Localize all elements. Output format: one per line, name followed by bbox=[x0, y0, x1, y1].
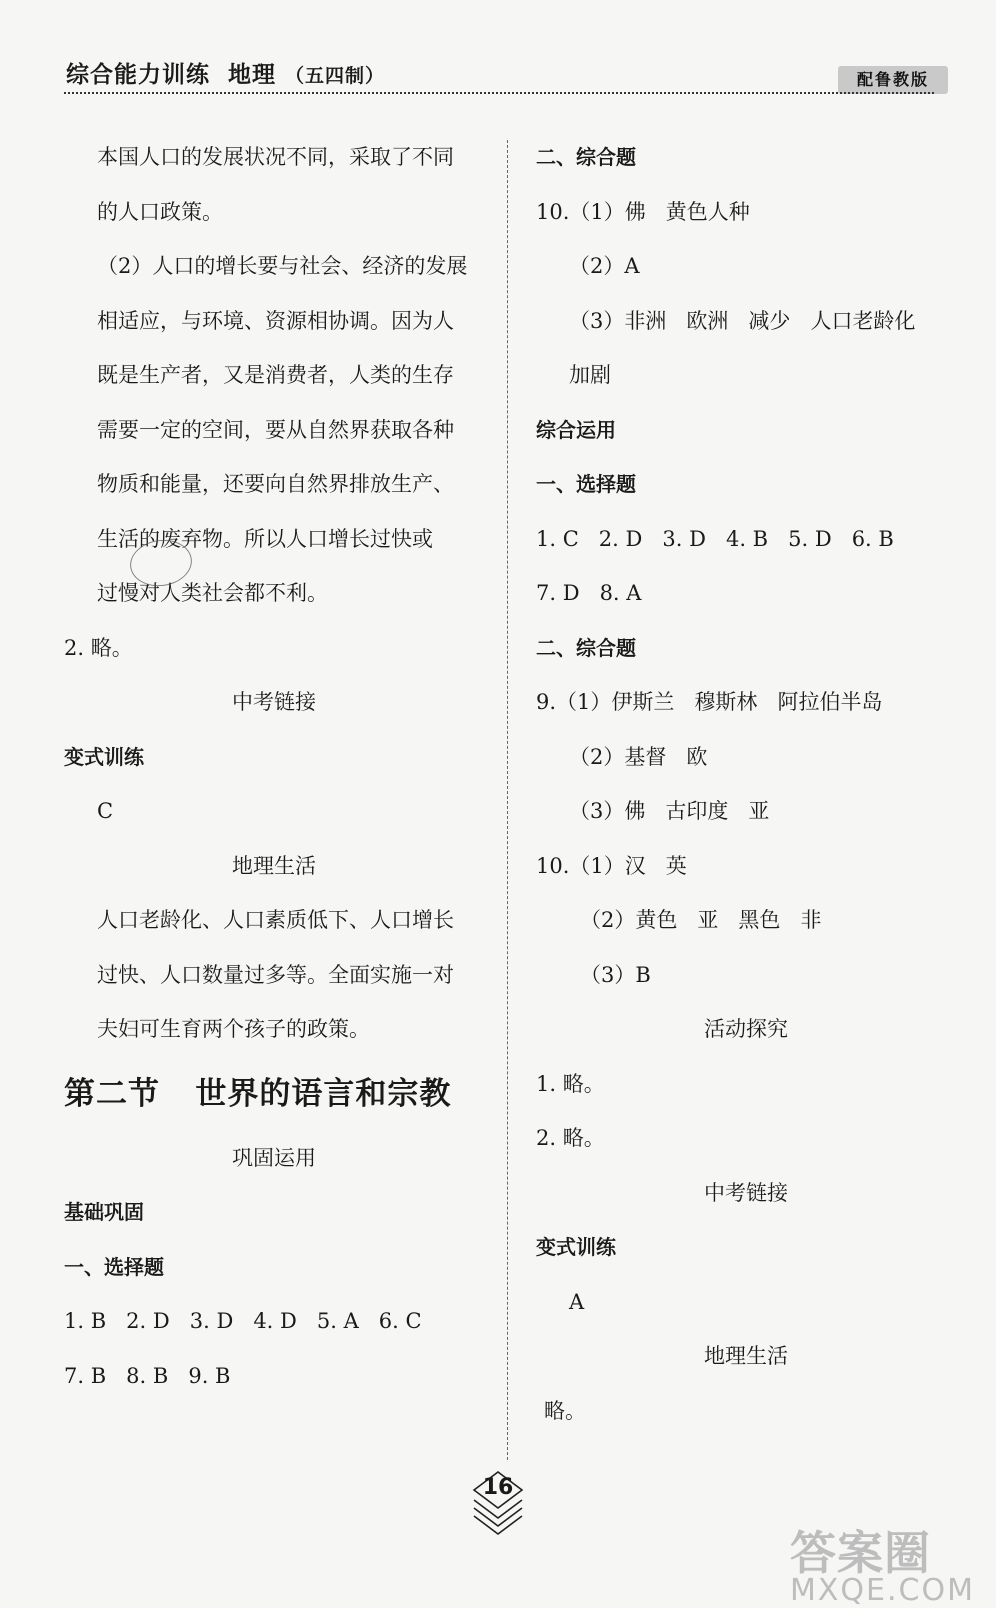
text-line: 人口老龄化、人口素质低下、人口增长 bbox=[97, 908, 454, 932]
answer-line: （2）A bbox=[569, 254, 640, 278]
header-title-main: 综合能力训练 地理 bbox=[66, 62, 277, 88]
text-line: 的人口政策。 bbox=[97, 199, 223, 224]
text-line: 夫妇可生育两个孩子的政策。 bbox=[97, 1017, 370, 1041]
text-line: 需要一定的空间，要从自然界获取各种 bbox=[97, 417, 454, 442]
answer-line: 10.（1）佛 黄色人种 bbox=[536, 199, 750, 224]
column-divider bbox=[507, 140, 508, 1460]
text-line: 生活的废弃物。所以人口增长过快或 bbox=[97, 526, 433, 551]
label-bianshi: 变式训练 bbox=[536, 1235, 616, 1259]
answer-dili: 略。 bbox=[544, 1398, 586, 1423]
answer-line: 7. B 8. B 9. B bbox=[64, 1363, 231, 1388]
text-line: 相适应，与环境、资源相协调。因为人 bbox=[97, 308, 454, 333]
text-line: 物质和能量，还要向自然界排放生产、 bbox=[97, 472, 454, 496]
answer-line: 9.（1）伊斯兰 穆斯林 阿拉伯半岛 bbox=[536, 690, 883, 714]
watermark-url: MXQE.COM bbox=[790, 1573, 975, 1608]
label-zonghe-2: 二、综合题 bbox=[536, 635, 636, 660]
watermark-text: 答案圈 bbox=[790, 1526, 931, 1580]
label-zonghe-yunyong: 综合运用 bbox=[536, 417, 616, 442]
answer-line: 10.（1）汉 英 bbox=[536, 853, 687, 878]
text-line: （2）人口的增长要与社会、经济的发展 bbox=[97, 254, 468, 278]
answer-line: 加剧 bbox=[569, 363, 611, 387]
label-bianshi: 变式训练 bbox=[64, 744, 144, 769]
heading-zhongkao: 中考链接 bbox=[232, 690, 316, 714]
heading-zhongkao: 中考链接 bbox=[704, 1180, 788, 1205]
right-column bbox=[536, 130, 956, 1438]
heading-dili-shenghuo: 地理生活 bbox=[704, 1344, 788, 1368]
header-title-sub: （五四制） bbox=[285, 65, 386, 87]
text-line: 本国人口的发展状况不同，采取了不同 bbox=[97, 145, 454, 169]
text-line: 2. 略。 bbox=[64, 635, 133, 660]
answer-line: 2. 略。 bbox=[536, 1126, 605, 1150]
left-column bbox=[64, 130, 484, 1403]
answer-line: 1. C 2. D 3. D 4. B 5. D 6. B bbox=[536, 526, 894, 551]
label-xuanze: 一、选择题 bbox=[536, 472, 636, 496]
header-divider bbox=[64, 92, 934, 94]
text-line: 过快、人口数量过多等。全面实施一对 bbox=[97, 962, 454, 987]
page-number bbox=[470, 1466, 526, 1536]
answer-line: （3）佛 古印度 亚 bbox=[569, 799, 770, 823]
edition-badge: 配鲁教版 bbox=[838, 66, 948, 94]
heading-gonggu: 巩固运用 bbox=[232, 1145, 316, 1170]
heading-huodong: 活动探究 bbox=[704, 1017, 788, 1041]
label-jichu: 基础巩固 bbox=[64, 1200, 144, 1224]
text-line: 过慢对人类社会都不利。 bbox=[97, 581, 328, 605]
answer-line: 1. B 2. D 3. D 4. D 5. A 6. C bbox=[64, 1309, 422, 1333]
answer-line: （2）基督 欧 bbox=[569, 744, 708, 769]
page-number-text: 16 bbox=[482, 1475, 514, 1500]
answer-bianshi: C bbox=[97, 799, 114, 823]
watermark-logo bbox=[790, 1526, 975, 1608]
header-title bbox=[66, 56, 385, 89]
answer-bianshi: A bbox=[569, 1289, 585, 1314]
section-title: 第二节 世界的语言和宗教 bbox=[64, 1075, 452, 1112]
text-line: 既是生产者，又是消费者，人类的生存 bbox=[97, 363, 454, 387]
label-zonghe: 二、综合题 bbox=[536, 145, 636, 169]
answer-line: 1. 略。 bbox=[536, 1071, 605, 1096]
answer-line: （2）黄色 亚 黑色 非 bbox=[580, 908, 822, 932]
heading-dili-shenghuo: 地理生活 bbox=[232, 853, 316, 878]
answer-line: 7. D 8. A bbox=[536, 581, 642, 605]
answer-line: （3）非洲 欧洲 减少 人口老龄化 bbox=[569, 308, 916, 333]
label-xuanze: 一、选择题 bbox=[64, 1254, 164, 1279]
answer-line: （3）B bbox=[580, 962, 651, 987]
